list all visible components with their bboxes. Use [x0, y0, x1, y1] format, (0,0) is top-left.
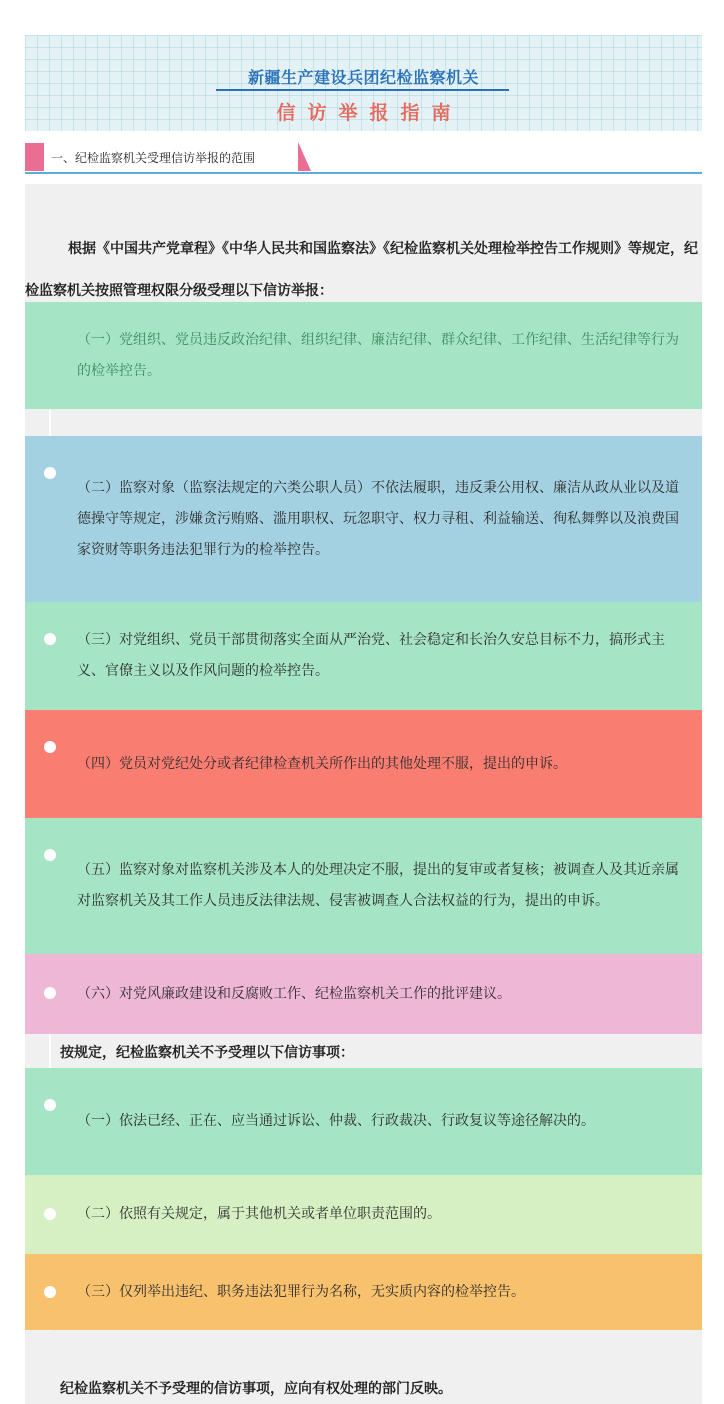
intro-paragraph: 根据《中国共产党章程》《中华人民共和国监察法》《纪检监察机关处理检举控告工作规则》等规定，纪检监察机关按照管理权限分级受理以下信访举报：	[25, 241, 698, 299]
item-text: （一）党组织、党员违反政治纪律、组织纪律、廉洁纪律、群众纪律、工作纪律、生活纪律等行为的检举控告。	[77, 331, 679, 379]
timeline-dot	[44, 741, 56, 753]
section-heading	[25, 138, 702, 174]
not-accepted-heading: 按规定，纪检监察机关不予受理以下信访事项：	[60, 1045, 354, 1061]
accepted-item-3	[25, 602, 702, 710]
item-text: （二）依照有关规定，属于其他机关或者单位职责范围的。	[77, 1206, 441, 1222]
item-text: （三）仅列举出违纪、职务违法犯罪行为名称，无实质内容的检举控告。	[77, 1283, 525, 1300]
accepted-item-4	[25, 710, 702, 818]
page-title: 信访举报指南	[276, 102, 463, 124]
closing-note: 纪检监察机关不予受理的信访事项，应向有权处理的部门反映。	[60, 1381, 452, 1397]
timeline-dot	[44, 1099, 56, 1111]
org-title: 新疆生产建设兵团纪检监察机关	[247, 68, 479, 87]
not-accepted-item-3	[25, 1254, 702, 1330]
timeline-dot	[44, 987, 56, 999]
timeline-dot	[44, 467, 56, 479]
section-accent-block	[25, 143, 44, 171]
item-text: （一）依法已经、正在、应当通过诉讼、仲裁、行政裁决、行政复议等途径解决的。	[77, 1113, 595, 1129]
header-banner	[25, 35, 702, 131]
accepted-item-1	[25, 302, 702, 409]
accepted-item-6	[25, 954, 702, 1034]
item-text: （二）监察对象（监察法规定的六类公职人员）不依法履职，违反秉公用权、廉洁从政从业以及道德操守等规定，涉嫌贪污贿赂、滥用职权、玩忽职守、权力寻租、利益输送、徇私舞弊以及浪费国家资财等职务违法犯罪行为的检举控告。	[77, 479, 679, 558]
section-label: 一、纪检监察机关受理信访举报的范围	[51, 151, 256, 165]
timeline-dot	[44, 849, 56, 861]
item-text: （六）对党风廉政建设和反腐败工作、纪检监察机关工作的批评建议。	[77, 985, 511, 1002]
accepted-item-2	[25, 436, 702, 602]
timeline-dot	[44, 1208, 56, 1220]
timeline-dot	[44, 633, 56, 645]
section-triangle-decoration	[298, 142, 311, 171]
content-area	[25, 184, 702, 1404]
timeline-dot	[44, 1286, 56, 1298]
item-text: （三）对党组织、党员干部贯彻落实全面从严治党、社会稳定和长治久安总目标不力，搞形式主义、官僚主义以及作风问题的检举控告。	[77, 632, 665, 679]
accepted-item-5	[25, 818, 702, 954]
item-text: （五）监察对象对监察机关涉及本人的处理决定不服，提出的复审或者复核；被调查人及其近亲属对监察机关及其工作人员违反法律法规、侵害被调查人合法权益的行为，提出的申诉。	[77, 862, 679, 909]
not-accepted-item-2	[25, 1175, 702, 1254]
not-accepted-item-1	[25, 1068, 702, 1175]
item-text: （四）党员对党纪处分或者纪律检查机关所作出的其他处理不服，提出的申诉。	[77, 755, 567, 772]
title-divider	[216, 89, 509, 91]
